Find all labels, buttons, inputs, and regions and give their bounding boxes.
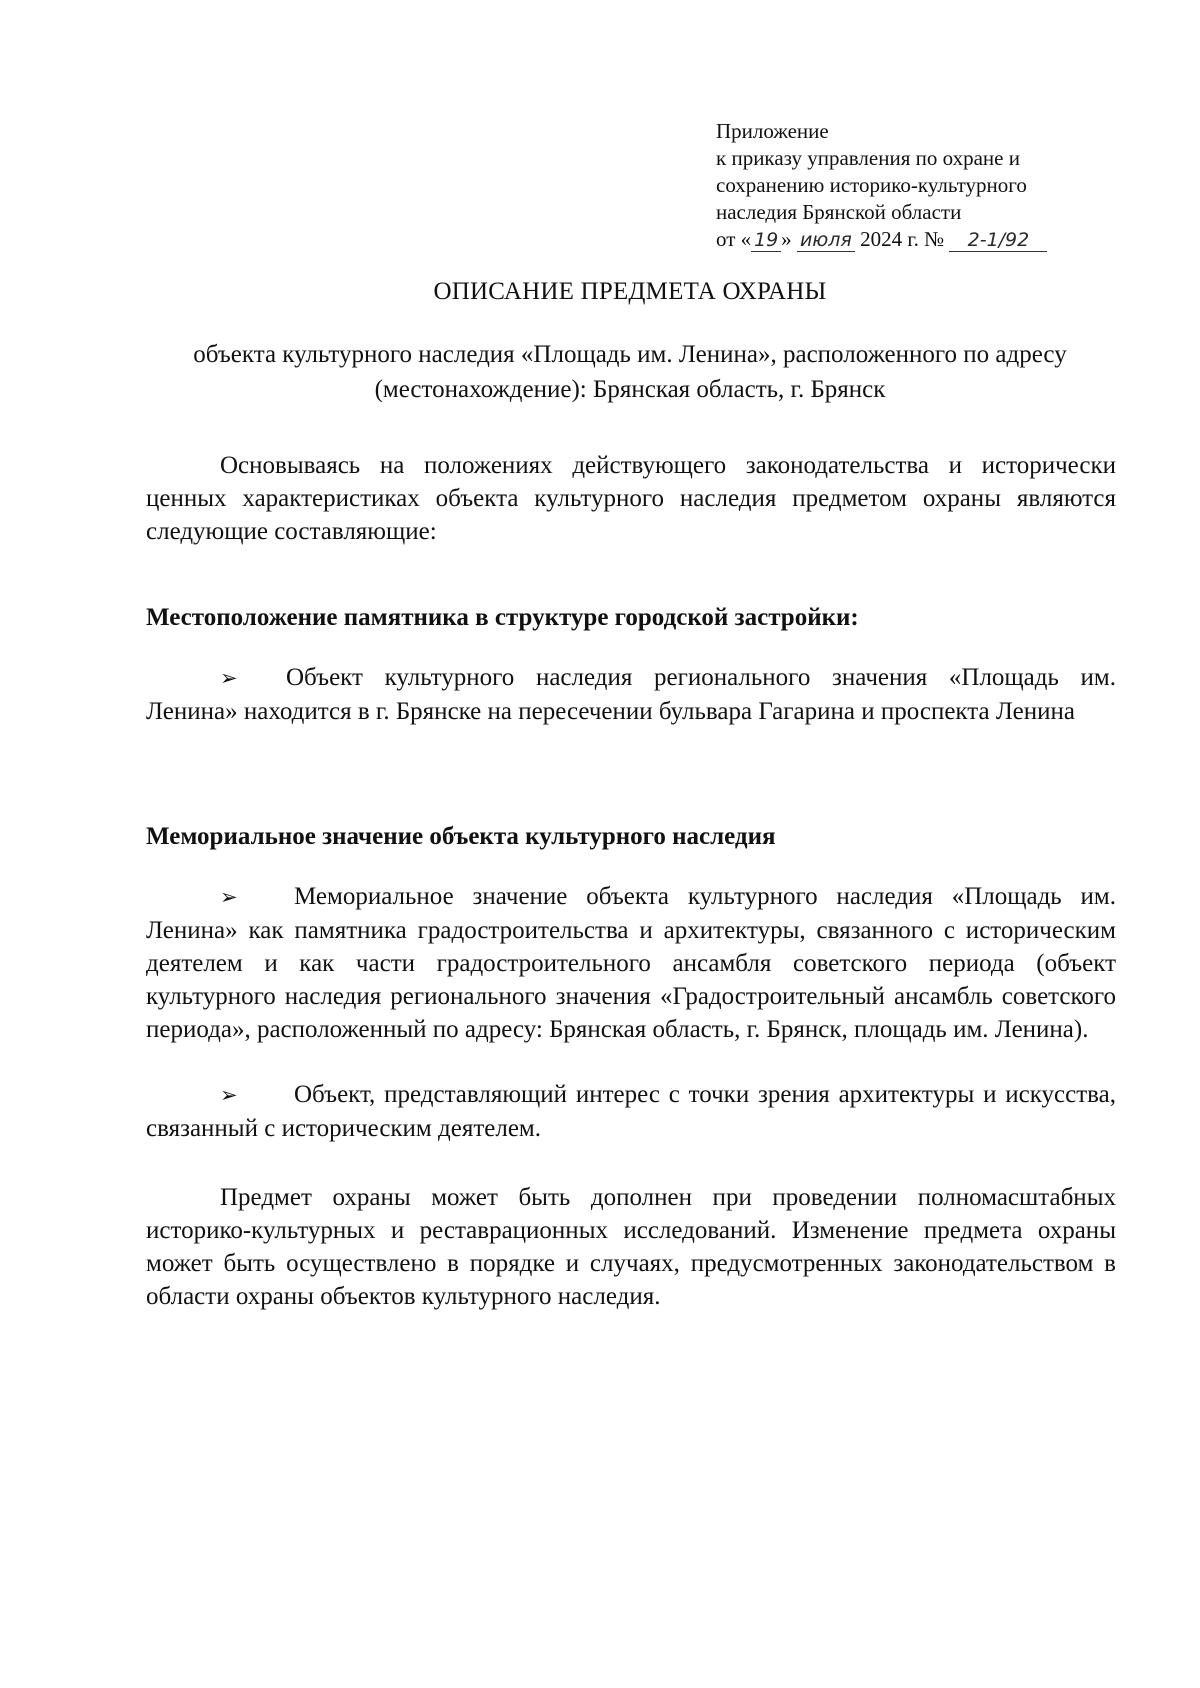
appendix-block (716, 118, 1116, 253)
appendix-line: сохранению историко-культурного (716, 173, 1027, 197)
appendix-line: к приказу управления по охране и (716, 146, 1020, 170)
appendix-date-line (716, 226, 1116, 253)
document-subtitle: объекта культурного наследия «Площадь им. Ленина», расположенного по адресу (местонахождение): Брянская область, г. Брянск (193, 341, 1067, 403)
bullet-text: Объект, представляющий интерес с точки зрения архитектуры и искусства, связанный с историческим деятелем. (146, 1081, 1116, 1142)
bullet-item (146, 661, 1116, 728)
handwritten-order-number: 2-1/92 (949, 229, 1047, 252)
bullet-text: Мемориальное значение объекта культурного наследия «Площадь им. Ленина» как памятника градостроительства и архитектуры, связанного с историческим деятелем и как части градостроительного ансамбля советского периода (объект культурного наследия регионального значения «Градостроительный ансамбль советского периода», расположенный по адресу: Брянская область, г. Брянск, площадь им. Ленина). (146, 883, 1116, 1043)
closing-paragraph: Предмет охраны может быть дополнен при проведении полномасштабных историко-культурных и реставрационных исследований. Изменение предмета охраны может быть осуществлено в порядке и случаях, предусмотренных законодательством в области охраны объектов культурного наследия. (146, 1184, 1116, 1310)
bullet-arrow-icon: ➢ (220, 1083, 238, 1107)
date-prefix: от « (716, 227, 752, 251)
appendix-line: Приложение (716, 119, 829, 143)
document-title: ОПИСАНИЕ ПРЕДМЕТА ОХРАНЫ (433, 278, 827, 305)
section-heading-memorial: Мемориальное значение объекта культурного наследия (146, 823, 776, 850)
date-mid: » (781, 227, 792, 251)
date-year: 2024 г. № (860, 227, 945, 251)
bullet-arrow-icon: ➢ (220, 666, 238, 690)
bullet-text: Объект культурного наследия регионального значения «Площадь им. Ленина» находится в г. Брянске на пересечении бульвара Гагарина и проспекта Ленина (146, 664, 1116, 725)
bullet-item (146, 1078, 1116, 1145)
bullet-item (146, 880, 1116, 1046)
handwritten-month: июля (797, 229, 855, 252)
handwritten-day: 19 (751, 229, 781, 252)
intro-paragraph: Основываясь на положениях действующего законодательства и исторически ценных характеристиках объекта культурного наследия предметом охраны являются следующие составляющие: (146, 452, 1116, 545)
section-heading-location: Местоположение памятника в структуре городской застройки: (146, 604, 859, 631)
bullet-arrow-icon: ➢ (220, 885, 238, 909)
appendix-line: наследия Брянской области (716, 200, 962, 224)
